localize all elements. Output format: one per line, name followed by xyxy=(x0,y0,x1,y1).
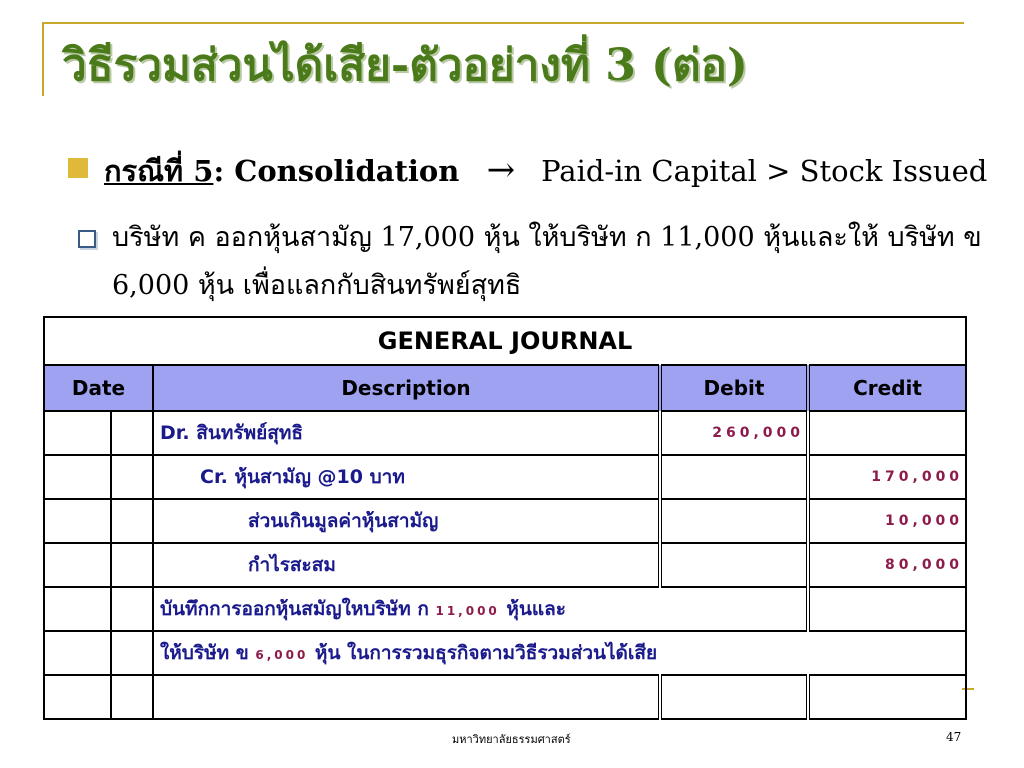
memo-text: ให้บริษัท ข xyxy=(160,642,256,664)
date-day-cell xyxy=(111,587,153,631)
sub-bullet-text: บริษัท ค ออกหุ้นสามัญ 17,000 หุ้น ให้บริษัท ก 11,000 หุ้นและให้ บริษัท ข 6,000 หุ้น เพื่อแลกกับสินทรัพย์สุทธิ xyxy=(112,222,982,301)
general-journal-table xyxy=(43,316,967,720)
date-month-cell xyxy=(44,499,111,543)
date-month-cell xyxy=(44,411,111,455)
debit-header: Debit xyxy=(660,365,808,411)
description-header: Description xyxy=(153,365,660,411)
case-type: : Consolidation xyxy=(213,154,460,188)
table-row xyxy=(44,543,966,587)
row-description: Dr. สินทรัพย์สุทธิ xyxy=(153,411,660,455)
date-day-cell xyxy=(111,543,153,587)
row-debit xyxy=(660,455,808,499)
row-description: กำไรสะสม xyxy=(153,543,660,587)
left-accent-line xyxy=(42,22,44,96)
row-debit xyxy=(660,543,808,587)
date-month-cell xyxy=(44,587,111,631)
memo-line-2 xyxy=(153,631,966,675)
journal-title: GENERAL JOURNAL xyxy=(44,317,966,365)
table-row xyxy=(44,587,966,631)
row-description: ส่วนเกินมูลค่าหุ้นสามัญ xyxy=(153,499,660,543)
date-day-cell xyxy=(111,411,153,455)
memo-line-1 xyxy=(153,587,808,631)
table-row xyxy=(44,675,966,719)
case-condition: Paid-in Capital > Stock Issued xyxy=(541,154,988,188)
date-day-cell xyxy=(111,631,153,675)
row-description xyxy=(153,675,660,719)
date-day-cell xyxy=(111,499,153,543)
top-accent-line xyxy=(42,22,964,24)
right-arrow-icon: → xyxy=(486,150,516,190)
journal-title-row xyxy=(44,317,966,365)
row-credit: 10,000 xyxy=(808,499,966,543)
memo-number: 6,000 xyxy=(255,648,309,662)
date-month-cell xyxy=(44,675,111,719)
credit-header: Credit xyxy=(808,365,966,411)
table-row xyxy=(44,631,966,675)
table-row xyxy=(44,499,966,543)
date-month-cell xyxy=(44,455,111,499)
row-credit xyxy=(808,587,966,631)
square-bullet-icon xyxy=(68,158,88,178)
date-header: Date xyxy=(44,365,153,411)
memo-text: หุ้นและ xyxy=(499,598,567,620)
journal-header-row xyxy=(44,365,966,411)
table-row xyxy=(44,455,966,499)
date-day-cell xyxy=(111,455,153,499)
row-credit: 170,000 xyxy=(808,455,966,499)
memo-text: บันทึกการออกหุ้นสมัญใหบริษัท ก xyxy=(160,598,436,620)
row-credit xyxy=(808,411,966,455)
page-number: 47 xyxy=(946,730,962,744)
memo-text: หุ้น ในการรวมธุรกิจตามวิธีรวมส่วนได้เสีย xyxy=(308,642,658,664)
row-description: Cr. หุ้นสามัญ @10 บาท xyxy=(153,455,660,499)
date-month-cell xyxy=(44,631,111,675)
memo-number: 11,000 xyxy=(435,604,500,618)
hollow-square-bullet-icon xyxy=(78,230,96,248)
slide-title: วิธีรวมส่วนได้เสีย-ตัวอย่างที่ 3 (ต่อ) xyxy=(62,40,748,91)
table-row xyxy=(44,411,966,455)
date-month-cell xyxy=(44,543,111,587)
case-label: กรณีที่ 5 xyxy=(104,154,214,188)
row-debit xyxy=(660,675,808,719)
date-day-cell xyxy=(111,675,153,719)
row-debit: 260,000 xyxy=(660,411,808,455)
footer-university: มหาวิทยาลัยธรรมศาสตร์ xyxy=(452,733,571,746)
row-debit xyxy=(660,499,808,543)
row-credit: 80,000 xyxy=(808,543,966,587)
case-line xyxy=(104,150,987,191)
row-credit xyxy=(808,675,966,719)
